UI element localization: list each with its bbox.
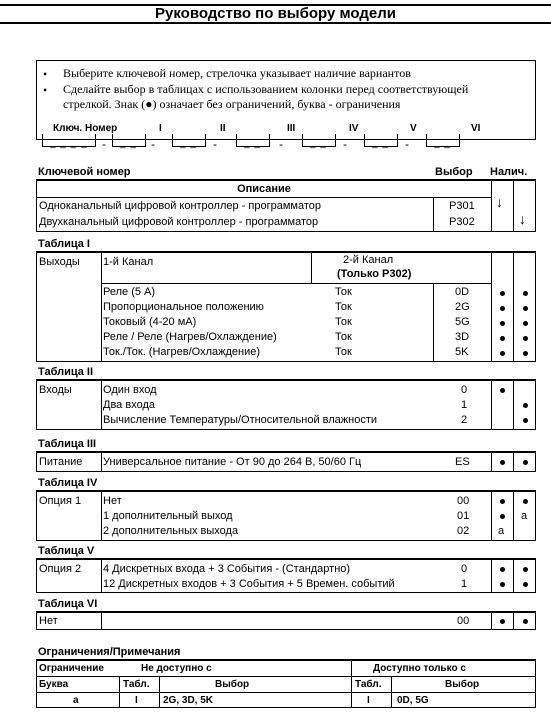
available-dot bbox=[523, 619, 528, 624]
t2-row-code: 1 bbox=[461, 399, 468, 411]
field-placeholder: _ _ bbox=[434, 138, 451, 149]
available-dot bbox=[500, 582, 505, 587]
table2-heading: Таблица II bbox=[38, 366, 94, 378]
key-row-code: P302 bbox=[449, 216, 475, 228]
field-placeholder: _ _ bbox=[310, 138, 327, 149]
t6-row: Нет bbox=[39, 615, 58, 627]
selection-col: Выбор bbox=[215, 679, 250, 690]
t4-row-code: 02 bbox=[457, 525, 470, 537]
table2 bbox=[36, 380, 536, 430]
table5-heading: Таблица V bbox=[38, 545, 95, 557]
available-dot bbox=[523, 418, 528, 423]
key-table bbox=[36, 180, 536, 232]
separator: - bbox=[405, 137, 409, 151]
page-title: Руководство по выбору модели bbox=[0, 4, 551, 24]
group-label: III bbox=[287, 123, 296, 134]
key-placeholder: _ _ _ _ bbox=[50, 138, 88, 149]
field-placeholder: _ _ bbox=[244, 138, 261, 149]
instruction-1: Выберите ключевой номер, стрелочка указывает наличие вариантов bbox=[63, 66, 411, 80]
power-code: ES bbox=[455, 456, 470, 468]
available-dot bbox=[523, 336, 528, 341]
table4-heading: Таблица IV bbox=[38, 477, 98, 489]
t5-row-code: 1 bbox=[461, 578, 468, 590]
t4-row-code: 01 bbox=[457, 510, 470, 522]
t5-row: 4 Дискретных входа + 3 События - (Стандартно) bbox=[103, 563, 351, 575]
t4-row: Нет bbox=[103, 495, 122, 507]
instruction-2a: Сделайте выбор в таблицах с использованием колонки перед соответствующей bbox=[63, 82, 469, 96]
group-label: IV bbox=[349, 123, 359, 134]
field-placeholder: _ _ bbox=[120, 138, 137, 149]
t2-row: Один вход bbox=[103, 384, 157, 396]
note-selection: 2G, 3D, 5K bbox=[163, 695, 214, 706]
letter-col: Буква bbox=[39, 679, 69, 690]
field-placeholder: _ _ bbox=[372, 138, 389, 149]
t1-row-code: 5G bbox=[455, 316, 470, 328]
available-dot bbox=[523, 567, 528, 572]
table1-heading: Таблица I bbox=[38, 238, 90, 250]
available-dot bbox=[523, 291, 528, 296]
channel1-header: 1-й Канал bbox=[103, 256, 154, 268]
t4-row: 2 дополнительных выхода bbox=[103, 525, 239, 537]
restriction-letter: a bbox=[498, 525, 505, 537]
note-table: I bbox=[135, 695, 138, 706]
instructions-box bbox=[36, 60, 536, 140]
power-label: Питание bbox=[39, 456, 83, 468]
channel2-note: (Только P302) bbox=[337, 268, 412, 280]
table3 bbox=[36, 452, 536, 472]
t2-row-code: 0 bbox=[461, 384, 468, 396]
available-dot bbox=[523, 403, 528, 408]
t1-row-b: Ток bbox=[335, 346, 352, 358]
t2-row: Два входа bbox=[103, 399, 155, 411]
notes-table bbox=[36, 660, 536, 708]
instruction-2b: стрелкой. Знак (●) означает без ограничений, буква - ограничения bbox=[63, 97, 401, 111]
selection-col: Выбор bbox=[445, 679, 480, 690]
restriction-col: Ограничение bbox=[39, 663, 104, 674]
available-dot bbox=[500, 499, 505, 504]
t1-row-b: Ток bbox=[335, 331, 352, 343]
table-col: Табл. bbox=[355, 679, 382, 690]
available-dot bbox=[500, 336, 505, 341]
key-row-code: P301 bbox=[449, 200, 475, 212]
t5-row: 12 Дискретных входов + 3 События + 5 Времен. событий bbox=[103, 578, 395, 590]
available-dot bbox=[500, 306, 505, 311]
available-dot bbox=[523, 582, 528, 587]
t2-row-code: 2 bbox=[461, 414, 468, 426]
t1-row-b: Ток bbox=[335, 301, 352, 313]
note-selection: 0D, 5G bbox=[397, 695, 429, 706]
t1-row-code: 5K bbox=[455, 346, 469, 358]
table3-heading: Таблица III bbox=[38, 438, 97, 450]
power-row: Универсальное питание - От 90 до 264 В, 50/60 Гц bbox=[103, 456, 362, 468]
group-label: V bbox=[410, 123, 417, 134]
available-dot bbox=[500, 460, 505, 465]
t1-row-b: Ток bbox=[335, 286, 352, 298]
t2-row: Вычисление Температуры/Относительной влажности bbox=[103, 414, 378, 426]
t1-row-code: 3D bbox=[455, 331, 470, 343]
available-dot bbox=[500, 514, 505, 519]
available-dot bbox=[523, 499, 528, 504]
available-dot bbox=[523, 351, 528, 356]
separator: - bbox=[343, 137, 347, 151]
group-label: I bbox=[159, 123, 162, 134]
t5-row-code: 0 bbox=[461, 563, 468, 575]
t4-row-code: 00 bbox=[457, 495, 470, 507]
available-dot bbox=[500, 388, 505, 393]
table6 bbox=[36, 612, 536, 630]
not-available-col: Не доступно с bbox=[141, 663, 212, 674]
bullet-icon: • bbox=[43, 83, 48, 97]
choice-col-header: Выбор bbox=[435, 166, 473, 178]
separator: - bbox=[213, 137, 217, 151]
t6-row-code: 00 bbox=[457, 615, 470, 627]
option1-label: Опция 1 bbox=[39, 495, 82, 507]
separator: - bbox=[102, 137, 106, 151]
only-available-col: Доступно только с bbox=[373, 663, 466, 674]
inputs-label: Входы bbox=[39, 384, 72, 396]
outputs-label: Выходы bbox=[39, 256, 80, 268]
group-label: VI bbox=[471, 123, 481, 134]
t4-row: 1 дополнительный выход bbox=[103, 510, 233, 522]
table5 bbox=[36, 559, 536, 593]
table-col: Табл. bbox=[123, 679, 150, 690]
desc-header: Описание bbox=[237, 183, 291, 195]
available-dot bbox=[500, 619, 505, 624]
t1-row-code: 2G bbox=[455, 301, 470, 313]
table6-heading: Таблица VI bbox=[38, 598, 98, 610]
bullet-icon: • bbox=[43, 67, 48, 81]
available-dot bbox=[500, 321, 505, 326]
channel2-header: 2-й Канал bbox=[343, 254, 394, 266]
t1-row-a: Реле (5 A) bbox=[103, 286, 156, 298]
restriction-letter: a bbox=[521, 510, 528, 522]
available-dot bbox=[523, 321, 528, 326]
arrow-down-icon: ↓ bbox=[519, 211, 526, 227]
key-heading: Ключевой номер bbox=[38, 166, 131, 178]
note-letter: a bbox=[73, 695, 79, 706]
available-dot bbox=[500, 567, 505, 572]
avail-col-header: Налич. bbox=[490, 166, 528, 178]
key-row-label: Двухканальный цифровой контроллер - программатор bbox=[39, 216, 319, 228]
field-placeholder: _ _ bbox=[180, 138, 197, 149]
note-table: I bbox=[367, 695, 370, 706]
available-dot bbox=[500, 351, 505, 356]
available-dot bbox=[523, 460, 528, 465]
available-dot bbox=[523, 306, 528, 311]
available-dot bbox=[500, 291, 505, 296]
t1-row-a: Токовый (4-20 мА) bbox=[103, 316, 197, 328]
table4 bbox=[36, 491, 536, 541]
t1-row-code: 0D bbox=[455, 286, 470, 298]
separator: - bbox=[151, 137, 155, 151]
arrow-down-icon: ↓ bbox=[496, 194, 503, 210]
key-row-label: Одноканальный цифровой контроллер - программатор bbox=[39, 200, 321, 212]
t1-row-a: Пропорциональное положению bbox=[103, 301, 264, 313]
group-label: II bbox=[220, 123, 226, 134]
notes-heading: Ограничения/Примечания bbox=[38, 646, 181, 658]
option2-label: Опция 2 bbox=[39, 563, 82, 575]
table1 bbox=[36, 252, 536, 362]
t1-row-a: Реле / Реле (Нагрев/Охлаждение) bbox=[103, 331, 277, 343]
key-number-label: Ключ. Номер bbox=[53, 123, 118, 134]
separator: - bbox=[279, 137, 283, 151]
t1-row-b: Ток bbox=[335, 316, 352, 328]
t1-row-a: Ток./Ток. (Нагрев/Охлаждение) bbox=[103, 346, 261, 358]
